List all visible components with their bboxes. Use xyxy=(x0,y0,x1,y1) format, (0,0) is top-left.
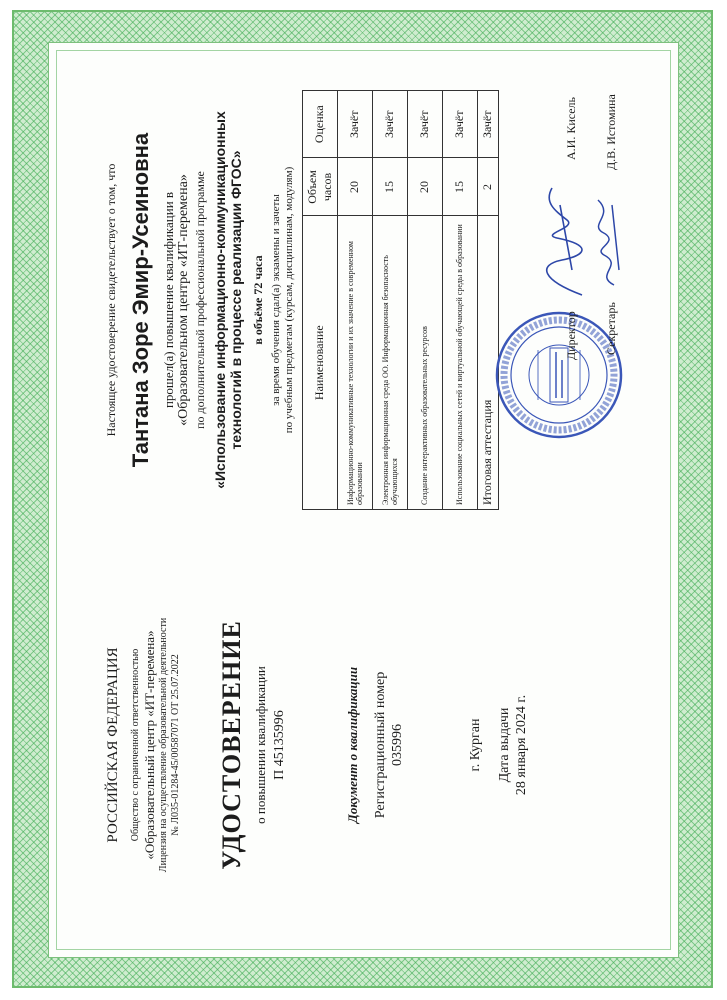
passed-text: прошел(а) повышение квалификации в xyxy=(160,191,176,409)
document-type: Документ о квалификации xyxy=(345,666,361,824)
subject-hours: 2 xyxy=(477,158,498,216)
program-title-line1: «Использование информационно-коммуникационных xyxy=(211,111,228,489)
right-column xyxy=(104,60,499,540)
director-name: А.И. Кисель xyxy=(564,96,578,160)
subject-grade: Зачёт xyxy=(337,91,372,159)
director-label: Директор xyxy=(564,311,578,360)
secretary-label: Секретарь xyxy=(604,302,618,355)
exams-text: за время обучения сдал(а) экзамены и зачеты xyxy=(269,194,282,406)
subject-hours: 15 xyxy=(442,158,477,216)
subject-name: Использование социальных сетей и виртуальной обучающей среды в образовании xyxy=(442,216,477,510)
subject-name: Информационно-коммуникативные технологии и их значение в современном образовании xyxy=(337,216,372,510)
issue-date-label: Дата выдачи xyxy=(497,707,513,783)
subject-grade: Зачёт xyxy=(372,91,407,159)
secretary-name: Д.В. Истомина xyxy=(604,94,618,170)
org-name: «Образовательный центр «ИТ-перемена» xyxy=(142,630,157,860)
person-name: Тантана Зоре Эмир-Усеиновна xyxy=(128,132,154,468)
table-row xyxy=(407,91,442,510)
secretary-signature xyxy=(584,180,634,290)
certify-text: Настоящее удостоверение свидетельствует о том, что xyxy=(104,163,118,437)
program-title-line2: технологий в процессе реализации ФГОС» xyxy=(228,150,245,450)
table-row xyxy=(442,91,477,510)
country-name: РОССИЙСКАЯ ФЕДЕРАЦИЯ xyxy=(105,647,121,843)
registration-number: 035996 xyxy=(389,724,405,766)
subject-name: Электронная информационная среда ОО. Информационная безопасность обучающихся xyxy=(372,216,407,510)
subject-grade: Зачёт xyxy=(477,91,498,159)
table-header-row xyxy=(302,91,337,510)
city: г. Курган xyxy=(468,718,484,772)
org-form: Общество с ограниченной ответственностью xyxy=(130,648,141,842)
subject-name: Итоговая аттестация xyxy=(477,216,498,510)
organization-name: «Образовательном центре «ИТ-перемена» xyxy=(176,174,192,426)
certificate-content xyxy=(64,40,664,960)
issue-date: 28 января 2024 г. xyxy=(513,694,529,796)
subject-hours: 15 xyxy=(372,158,407,216)
column-header-hours: Объем часов xyxy=(302,158,337,216)
program-intro: по дополнительной профессиональной программе xyxy=(193,171,208,429)
subject-grade: Зачёт xyxy=(442,91,477,159)
registration-label: Регистрационный номер xyxy=(372,671,388,819)
subject-hours: 20 xyxy=(337,158,372,216)
subject-grade: Зачёт xyxy=(407,91,442,159)
document-title: УДОСТОВЕРЕНИЕ xyxy=(216,620,246,870)
exams-subjects-text: по учебным предметам (курсам, дисциплинам, модулям) xyxy=(282,166,295,434)
left-column xyxy=(104,560,531,930)
table-row xyxy=(337,91,372,510)
column-header-grade: Оценка xyxy=(302,91,337,159)
column-header-name: Наименование xyxy=(302,216,337,510)
subjects-table xyxy=(302,90,499,510)
table-row xyxy=(372,91,407,510)
subject-hours: 20 xyxy=(407,158,442,216)
program-volume: в объёме 72 часа xyxy=(251,255,266,345)
subject-name: Создание интерактивных образовательных ресурсов xyxy=(407,216,442,510)
table-row xyxy=(477,91,498,510)
document-subtitle: о повышении квалификации xyxy=(252,666,268,824)
license-number: № Л035-01284-45/00587071 ОТ 25.07.2022 xyxy=(169,654,181,836)
license-text: Лицензия на осуществление образовательной деятельности xyxy=(157,617,169,873)
document-number: П 45135996 xyxy=(272,710,288,780)
